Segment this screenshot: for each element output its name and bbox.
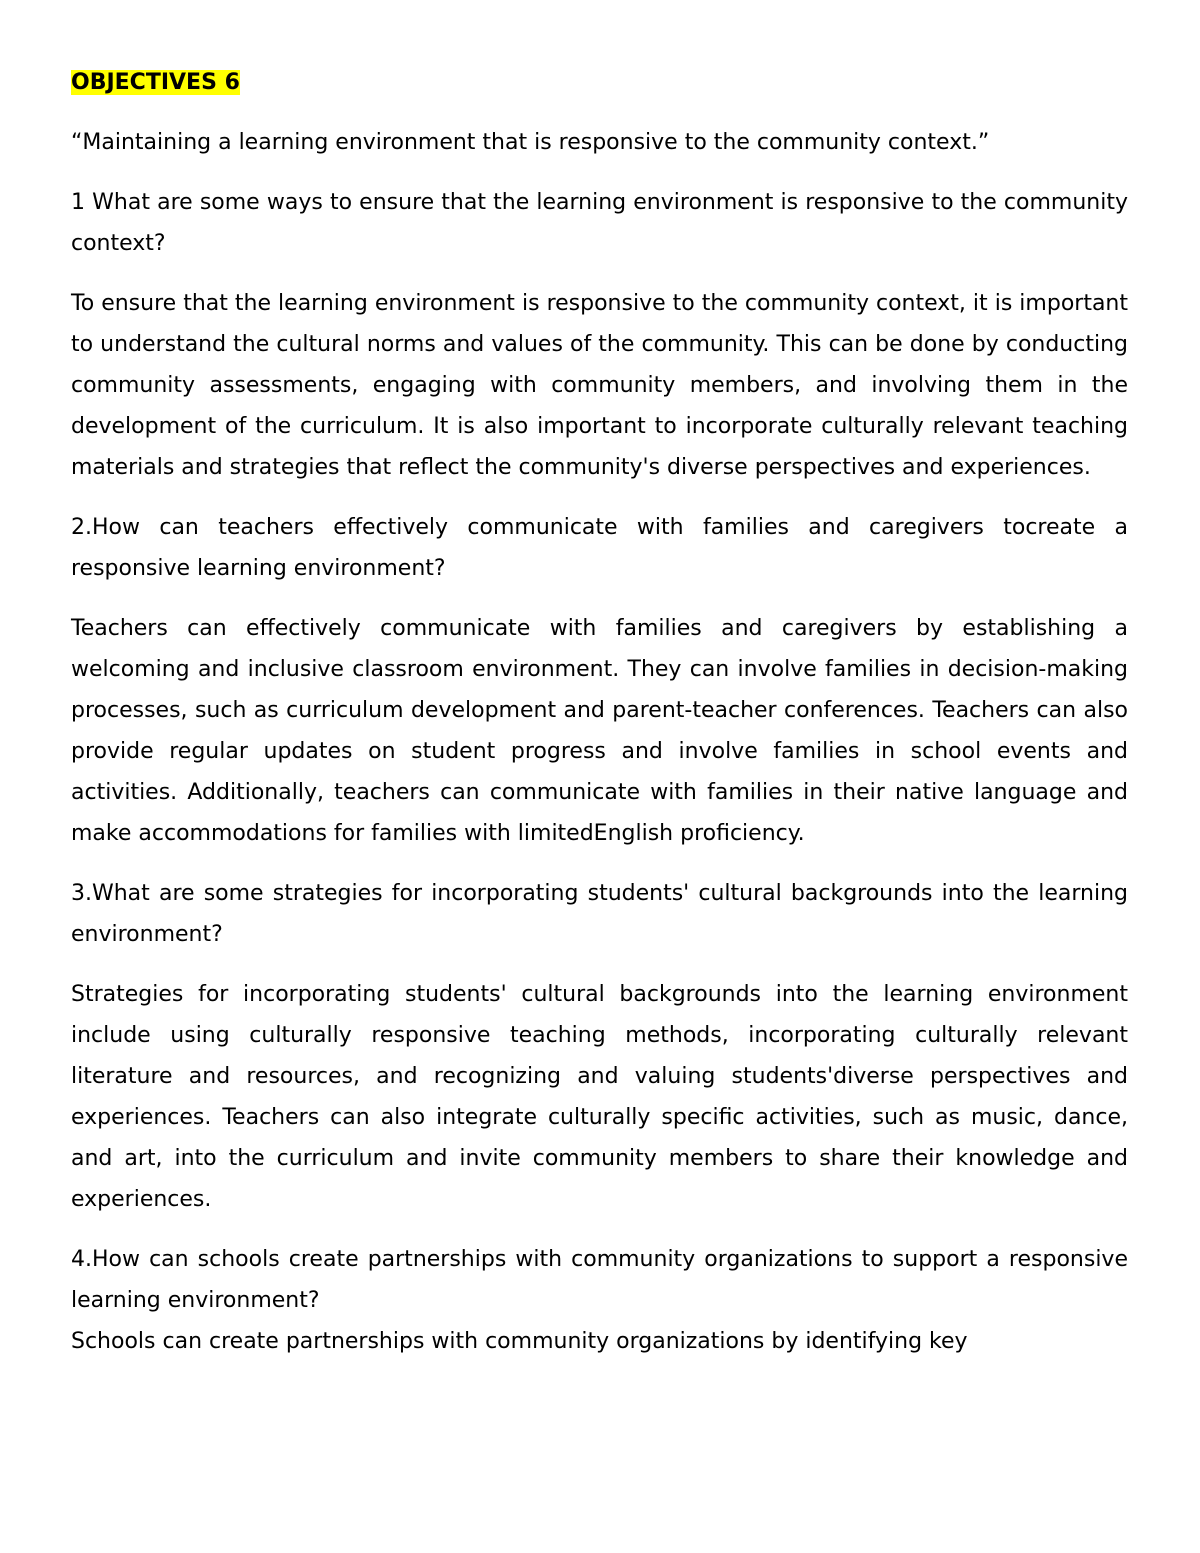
heading-highlight: OBJECTIVES 6 [71, 70, 240, 95]
question-2: 2.How can teachers effectively communicate with families and caregivers tocreate a responsive learning environment? [71, 515, 1128, 581]
answer-1: To ensure that the learning environment is responsive to the community context, it is important to understand the cultural norms and values of the community. This can be done by conducting community assessments, engaging with community members, and involving them in the development of the curriculum. It is also important to incorporate culturally relevant teaching materials and strategies that reflect the community's diverse perspectives and experiences. [71, 291, 1128, 480]
question-4: 4.How can schools create partnerships with community organizations to support a responsive learning environment? [71, 1247, 1128, 1313]
answer-3: Strategies for incorporating students' cultural backgrounds into the learning environment include using culturally responsive teaching methods, incorporating culturally relevant literature and resources, and recognizing and valuing students'diverse perspectives and experiences. Teachers can also integrate culturally specific activities, such as music, dance, and art, into the curriculum and invite community members to share their knowledge and experiences. [71, 982, 1128, 1212]
answer-4: Schools can create partnerships with community organizations by identifying key [71, 1329, 968, 1354]
question-3: 3.What are some strategies for incorporating students' cultural backgrounds into the learning environment? [71, 881, 1128, 947]
document-page [71, 62, 1128, 1381]
objective-quote: “Maintaining a learning environment that is responsive to the community context.” [71, 130, 990, 155]
question-1: 1 What are some ways to ensure that the learning environment is responsive to the community context? [71, 190, 1128, 256]
answer-2: Teachers can effectively communicate with families and caregivers by establishing a welcoming and inclusive classroom environment. They can involve families in decision-making processes, such as curriculum development and parent-teacher conferences. Teachers can also provide regular updates on student progress and involve families in school events and activities. Additionally, teachers can communicate with families in their native language and make accommodations for families with limitedEnglish proficiency. [71, 616, 1128, 846]
document-heading [71, 62, 1128, 103]
